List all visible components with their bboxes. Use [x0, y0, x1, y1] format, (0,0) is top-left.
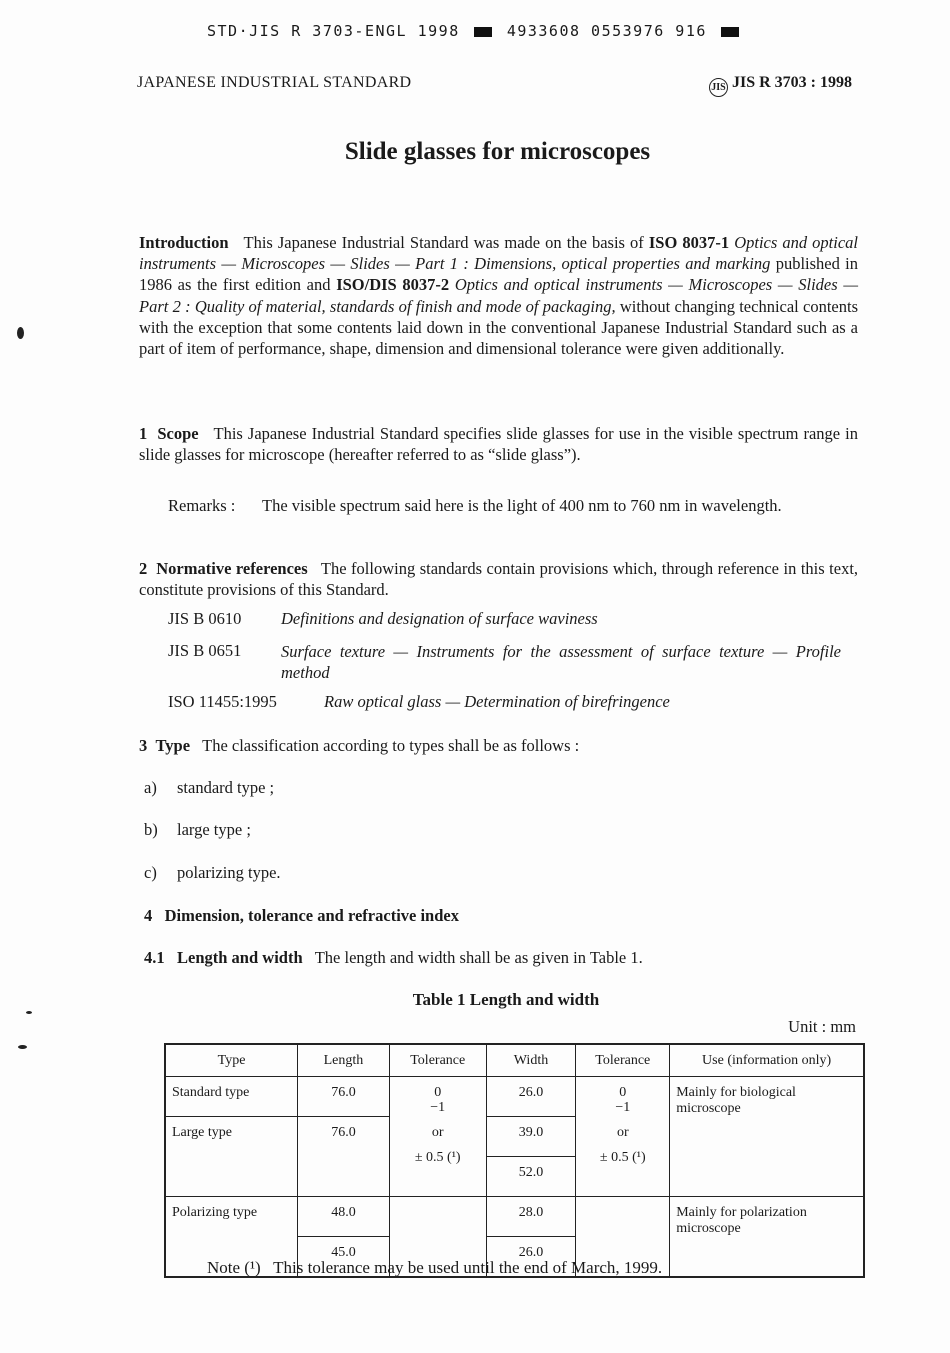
length-cell: 76.0 [298, 1117, 390, 1197]
list-item [144, 863, 281, 883]
page-title: Slide glasses for microscopes [344, 138, 651, 165]
jis-mark-icon: JIS [709, 78, 728, 97]
column-header: Tolerance [389, 1044, 486, 1077]
subsection-heading: Length and width [177, 948, 303, 967]
subsection-text: The length and width shall be as given in Table 1. [314, 948, 643, 967]
iso-reference: ISO/DIS 8037-2 [336, 275, 450, 295]
length-cell: 45.0 [298, 1237, 390, 1278]
section-text: This Japanese Industrial Standard specifies slide glasses for use in the visible spectrum range in slide glasses for microscope (hereafter referred to as “slide glass”). [139, 424, 859, 465]
section-heading: Dimension, tolerance and refractive index [164, 906, 459, 925]
tolerance-alt: ± 0.5 (¹) [414, 1150, 461, 1165]
dimension-heading-line [144, 905, 863, 926]
section-heading: Normative references [156, 559, 308, 578]
introduction-text: This Japanese Industrial Standard was made on the basis of [243, 233, 644, 252]
subsection-paragraph [144, 947, 863, 968]
length-cell: 76.0 [298, 1077, 390, 1117]
reference-title: Raw optical glass — Determination of birefringence [324, 692, 670, 711]
table-note [207, 1258, 662, 1278]
section-text: The following standards contain provisions which, through reference in this text, constitute provisions of this Standard. [139, 559, 859, 600]
type-cell: Large type [165, 1117, 298, 1197]
document-code-line [207, 22, 743, 40]
scan-speck [26, 1011, 32, 1014]
standard-title: JAPANESE INDUSTRIAL STANDARD [137, 74, 412, 91]
list-item [144, 778, 274, 798]
type-cell: Polarizing type [165, 1197, 298, 1278]
document-code-left: STD·JIS R 3703-ENGL 1998 [207, 22, 460, 40]
list-item-label: b) [144, 820, 158, 839]
list-item-text: polarizing type. [177, 863, 281, 882]
table-unit: Unit : mm [788, 1017, 856, 1036]
table-title: Table 1 Length and width [412, 990, 600, 1009]
length-cell: 48.0 [298, 1197, 390, 1237]
iso-title: Optics and optical instruments — Microscopes — Slides — Part 2 : Quality of material, standards of finish and mode of packaging, [139, 275, 859, 316]
tolerance-or: or [616, 1125, 629, 1140]
introduction-paragraph [139, 232, 858, 359]
subsection-number: 4.1 [144, 948, 165, 967]
remarks-text: The visible spectrum said here is the light of 400 nm to 760 nm in wavelength. [262, 496, 782, 515]
length-width-table [164, 1043, 865, 1278]
section-heading: Type [155, 736, 191, 755]
reference-code: ISO 11455:1995 [168, 692, 277, 711]
introduction-text: without changing technical contents with the exception that some contents laid down in the conventional Japanese Industrial Standard such as a part of item of performance, shape, dimension and dimensional tolerance were given additionally. [139, 296, 858, 359]
reference-code: JIS B 0651 [168, 641, 242, 660]
tolerance-upper: 0 [619, 1085, 627, 1100]
section-number: 1 [139, 424, 148, 443]
use-cell: Mainly for biological microscope [670, 1077, 864, 1197]
scan-speck [18, 1045, 27, 1049]
barcode-block-icon [474, 27, 492, 37]
use-cell: Mainly for polarization microscope [670, 1197, 864, 1278]
table-header-row [165, 1044, 864, 1077]
note-label: Note (¹) [207, 1258, 261, 1277]
column-header: Tolerance [576, 1044, 670, 1077]
introduction-heading: Introduction [139, 233, 229, 252]
table-row [165, 1197, 864, 1237]
list-item-text: large type ; [177, 820, 251, 839]
note-text: This tolerance may be used until the end of March, 1999. [273, 1258, 663, 1277]
width-cell: 52.0 [486, 1157, 576, 1197]
barcode-block-icon [721, 27, 739, 37]
table-row [165, 1077, 864, 1117]
column-header: Use (information only) [670, 1044, 864, 1077]
standard-code-text: JIS R 3703 : 1998 [731, 74, 852, 91]
iso-reference: ISO 8037-1 [648, 233, 730, 252]
scan-speck [17, 327, 24, 339]
column-header: Width [486, 1044, 576, 1077]
column-header: Length [298, 1044, 390, 1077]
tolerance-lower: −1 [615, 1100, 631, 1115]
section-number: 4 [144, 906, 153, 925]
section-heading: Scope [157, 424, 199, 443]
normative-paragraph [139, 558, 858, 600]
remarks-label: Remarks : [168, 496, 236, 515]
width-cell: 28.0 [486, 1197, 576, 1237]
tolerance-upper: 0 [434, 1085, 442, 1100]
width-cell: 39.0 [486, 1117, 576, 1157]
list-item-label: a) [144, 778, 157, 797]
type-paragraph [139, 735, 858, 756]
list-item-text: standard type ; [177, 778, 275, 797]
reference-code: JIS B 0610 [168, 609, 242, 628]
document-code-mid: 4933608 0553976 916 [506, 22, 707, 40]
standard-code [709, 74, 852, 97]
section-text: The classification according to types shall be as follows : [202, 736, 580, 755]
reference-title: Surface texture — Instruments for the assessment of surface texture — Profile method [281, 642, 841, 682]
width-cell: 26.0 [486, 1237, 576, 1278]
section-number: 3 [139, 736, 148, 755]
width-cell: 26.0 [486, 1077, 576, 1117]
introduction-text: published in 1986 as the first edition and [139, 254, 859, 295]
section-number: 2 [139, 559, 148, 578]
tolerance-cell [389, 1077, 486, 1197]
list-item-label: c) [144, 863, 157, 882]
type-cell: Standard type [165, 1077, 298, 1117]
reference-title: Definitions and designation of surface waviness [281, 609, 598, 628]
column-header: Type [165, 1044, 298, 1077]
tolerance-lower: −1 [430, 1100, 446, 1115]
tolerance-or: or [431, 1125, 444, 1140]
list-item [144, 820, 251, 840]
tolerance-alt: ± 0.5 (¹) [599, 1150, 646, 1165]
scope-paragraph [139, 423, 858, 465]
tolerance-cell [576, 1077, 670, 1197]
iso-title: Optics and optical instruments — Microscopes — Slides — Part 1 : Dimensions, optical properties and marking [139, 233, 859, 274]
